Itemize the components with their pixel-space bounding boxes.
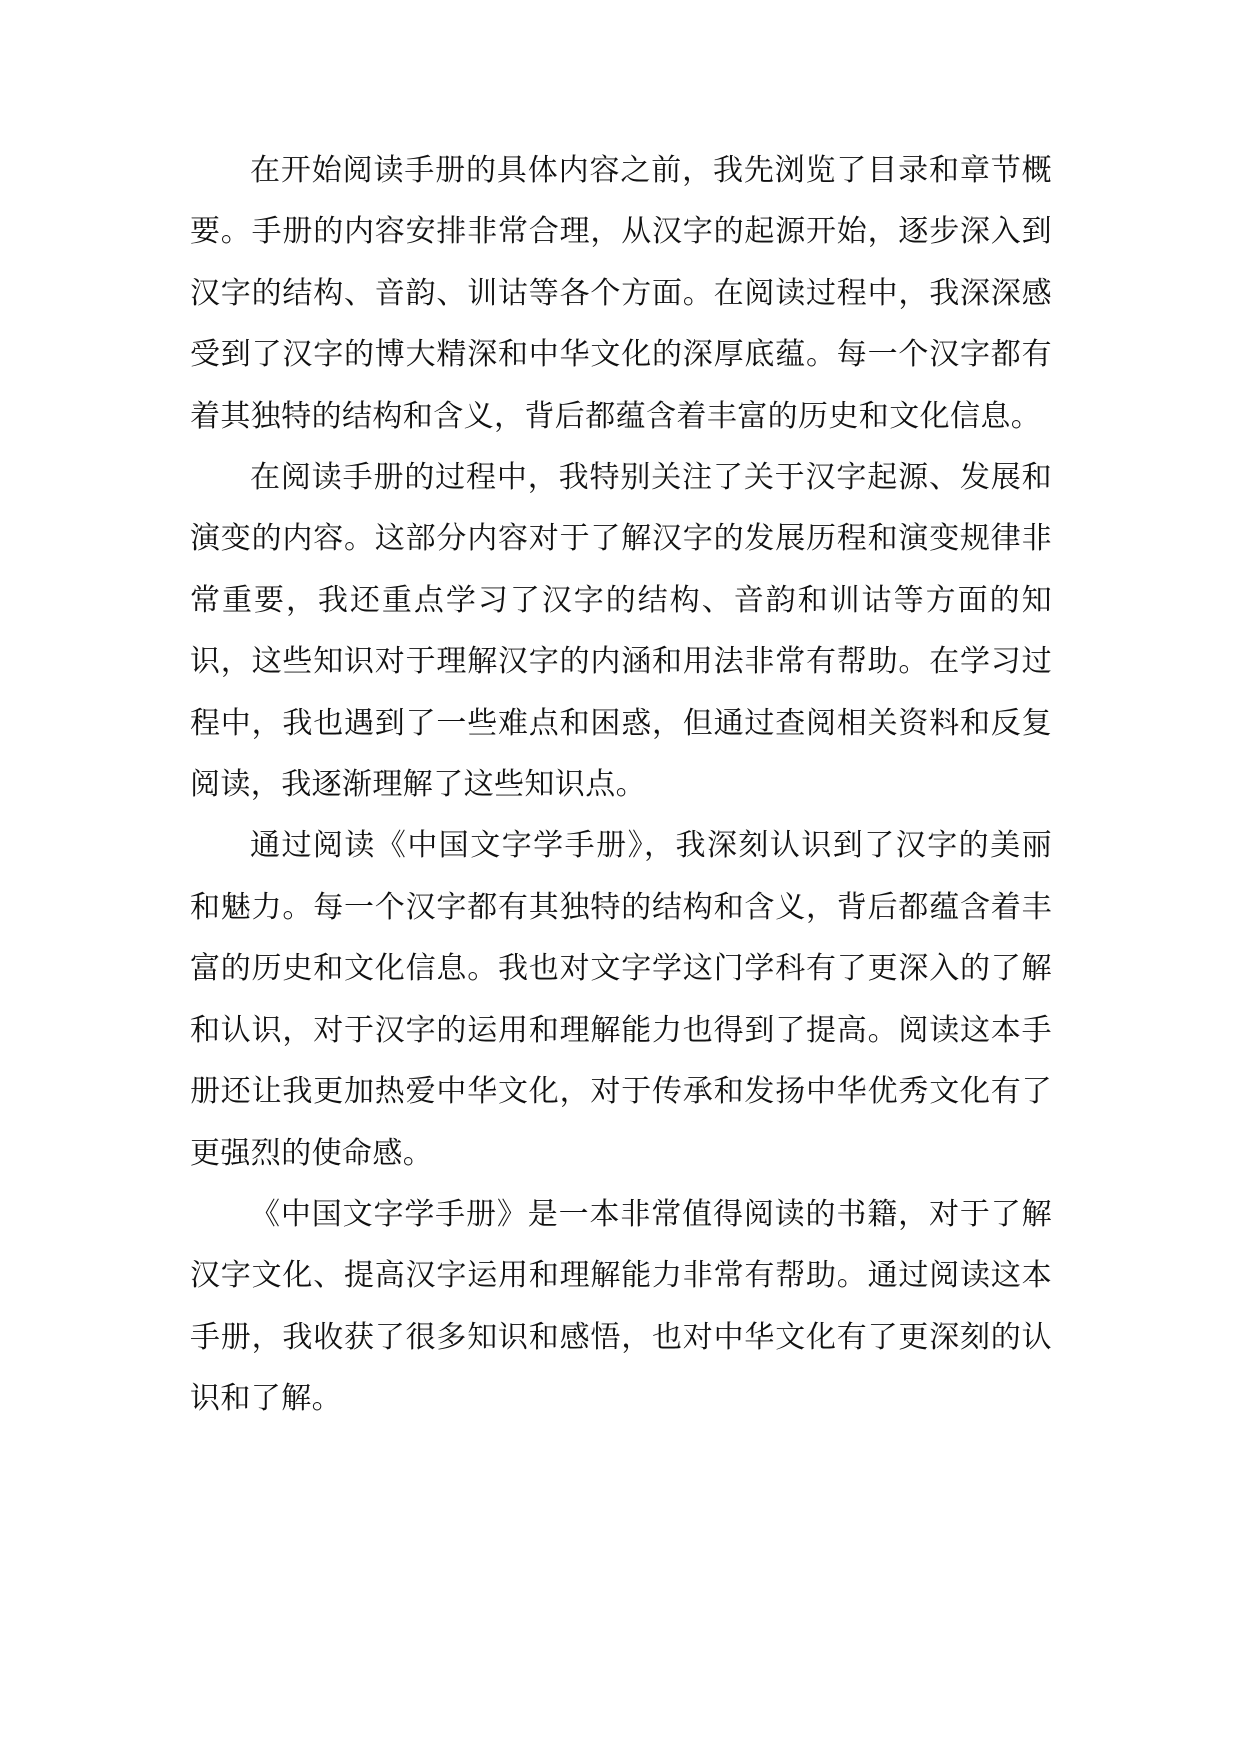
paragraph-1: 在开始阅读手册的具体内容之前，我先浏览了目录和章节概要。手册的内容安排非常合理，从汉字的起源开始，逐步深入到汉字的结构、音韵、训诂等各个方面。在阅读过程中，我深深感受到了汉字的博大精深和中华文化的深厚底蕴。每一个汉字都有着其独特的结构和含义，背后都蕴含着丰富的历史和文化信息。 <box>190 153 1052 434</box>
paragraph-3: 通过阅读《中国文字学手册》，我深刻认识到了汉字的美丽和魅力。每一个汉字都有其独特的结构和含义，背后都蕴含着丰富的历史和文化信息。我也对文字学这门学科有了更深入的了解和认识，对于汉字的运用和理解能力也得到了提高。阅读这本手册还让我更加热爱中华文化，对于传承和发扬中华优秀文化有了更强烈的使命感。 <box>190 828 1052 1171</box>
paragraph-2: 在阅读手册的过程中，我特别关注了关于汉字起源、发展和演变的内容。这部分内容对于了解汉字的发展历程和演变规律非常重要，我还重点学习了汉字的结构、音韵和训诂等方面的知识，这些知识对于理解汉字的内涵和用法非常有帮助。在学习过程中，我也遇到了一些难点和困惑，但通过查阅相关资料和反复阅读，我逐渐理解了这些知识点。 <box>190 460 1052 803</box>
paragraph-4: 《中国文字学手册》是一本非常值得阅读的书籍，对于了解汉字文化、提高汉字运用和理解能力非常有帮助。通过阅读这本手册，我收获了很多知识和感悟，也对中华文化有了更深刻的认识和了解。 <box>190 1196 1052 1417</box>
document-body <box>190 140 1052 1430</box>
